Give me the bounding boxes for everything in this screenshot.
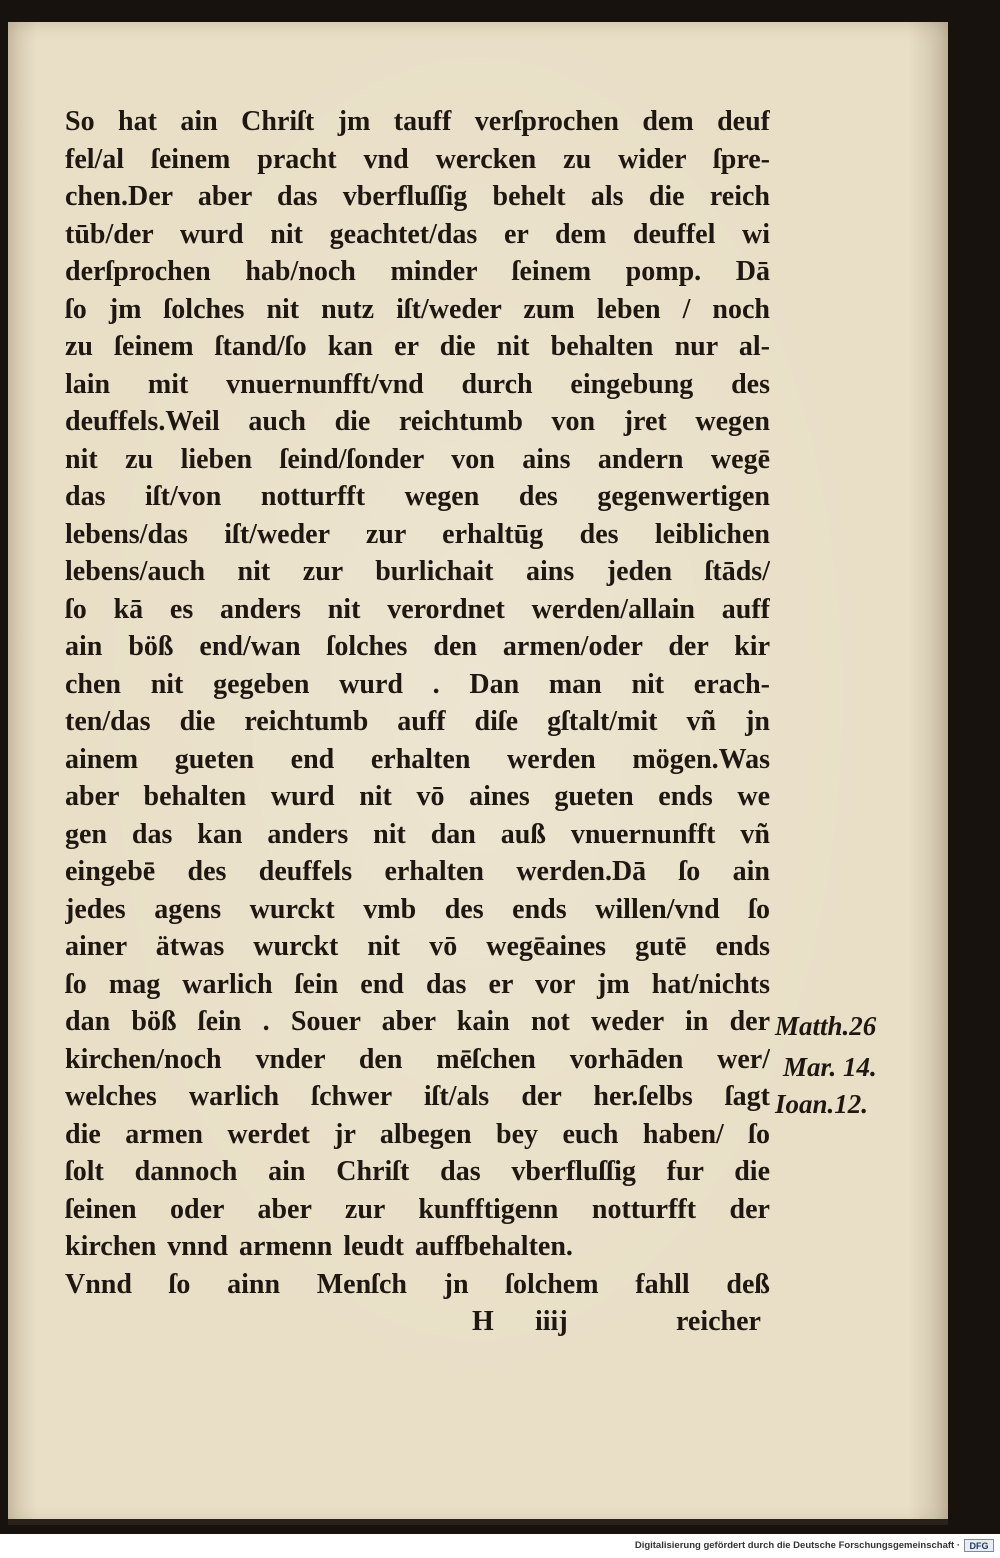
text-line: lebens/das iſt/weder zur erhaltūg des leiblichen (65, 518, 770, 550)
text-line: nit zu lieben ſeind/ſonder von ains andern wegē (65, 443, 770, 475)
text-line: gen das kan anders nit dan auß vnuernunfft vñ (65, 818, 770, 850)
text-line: dan böß ſein . Souer aber kain not weder in der (65, 1006, 770, 1037)
text-line: chen nit gegeben wurd . Dan man nit erach- (65, 668, 770, 700)
text-line: chen.Der aber das vberfluſſig behelt als die reich (65, 181, 770, 212)
text-line: kirchen/noch vnder den mēſchen vorhāden wer/ (65, 1043, 770, 1075)
text-line: ſo kā es anders nit verordnet werden/allain auff (65, 593, 770, 625)
text-line: ain böß end/wan ſolches den armen/oder der kir (65, 631, 770, 662)
marginal-note-john: Ioan.12. (775, 1089, 869, 1119)
text-line: Vnnd ſo ainn Menſch jn ſolchem fahll deß (65, 1268, 770, 1300)
text-line: derſprochen hab/noch minder ſeinem pomp. Dā (65, 256, 770, 287)
text-line: lain mit vnuernunfft/vnd durch eingebung des (65, 368, 770, 400)
text-line: eingebē des deuffels erhalten werden.Dā ſo ain (65, 856, 770, 887)
dfg-logo: DFG (964, 1539, 994, 1552)
text-line: ten/das die reichtumb auff diſe gſtalt/mit vñ jn (65, 706, 770, 737)
text-line: aber behalten wurd nit vō aines gueten ends we (65, 781, 770, 812)
text-line: jedes agens wurckt vmb des ends willen/vnd ſo (65, 893, 770, 925)
text-line: kirchen vnnd armenn leudt auffbehalten. (65, 1231, 573, 1262)
text-line: fel/al ſeinem pracht vnd wercken zu wider ſpre- (65, 143, 770, 175)
footer-bar (0, 1534, 1000, 1558)
marginal-note-mark: Mar. 14. (783, 1052, 877, 1082)
signature-letter: H (472, 1306, 494, 1337)
text-line: ſo jm ſolches nit nutz iſt/weder zum leben / noch (65, 293, 770, 325)
text-line: zu ſeinem ſtand/ſo kan er die nit behalten nur al- (65, 331, 770, 362)
text-line: deuffels.Weil auch die reichtumb von jret wegen (65, 406, 770, 437)
text-block (65, 103, 770, 1303)
funding-credit: Digitalisierung gefördert durch die Deutsche Forschungsgemeinschaft · (634, 1540, 960, 1551)
marginal-note-matthew: Matth.26 (775, 1011, 877, 1041)
text-line: tūb/der wurd nit geachtet/das er dem deuffel wi (65, 218, 770, 250)
text-line: ſeinen oder aber zur kunfftigenn notturfft der (65, 1193, 770, 1225)
text-line: welches warlich ſchwer iſt/als der her.ſelbs ſagt (65, 1081, 770, 1112)
text-line: ſolt dannoch ain Chriſt das vberfluſſig fur die (65, 1156, 770, 1187)
catchword: reicher (676, 1306, 761, 1337)
text-line: lebens/auch nit zur burlichait ains jeden ſtāds/ (65, 556, 770, 587)
text-line: das iſt/von notturfft wegen des gegenwertigen (65, 481, 770, 512)
text-line: die armen werdet jr albegen bey euch haben/ ſo (65, 1118, 770, 1150)
text-line: ainem gueten end erhalten werden mögen.Was (65, 743, 770, 775)
text-line: So hat ain Chriſt jm tauff verſprochen dem deuf (65, 106, 770, 137)
signature-number: iiij (535, 1306, 568, 1337)
text-line: ſo mag warlich ſein end das er vor jm hat/nichts (65, 968, 770, 1000)
text-line: ainer ätwas wurckt nit vō wegēaines gutē ends (65, 931, 770, 962)
